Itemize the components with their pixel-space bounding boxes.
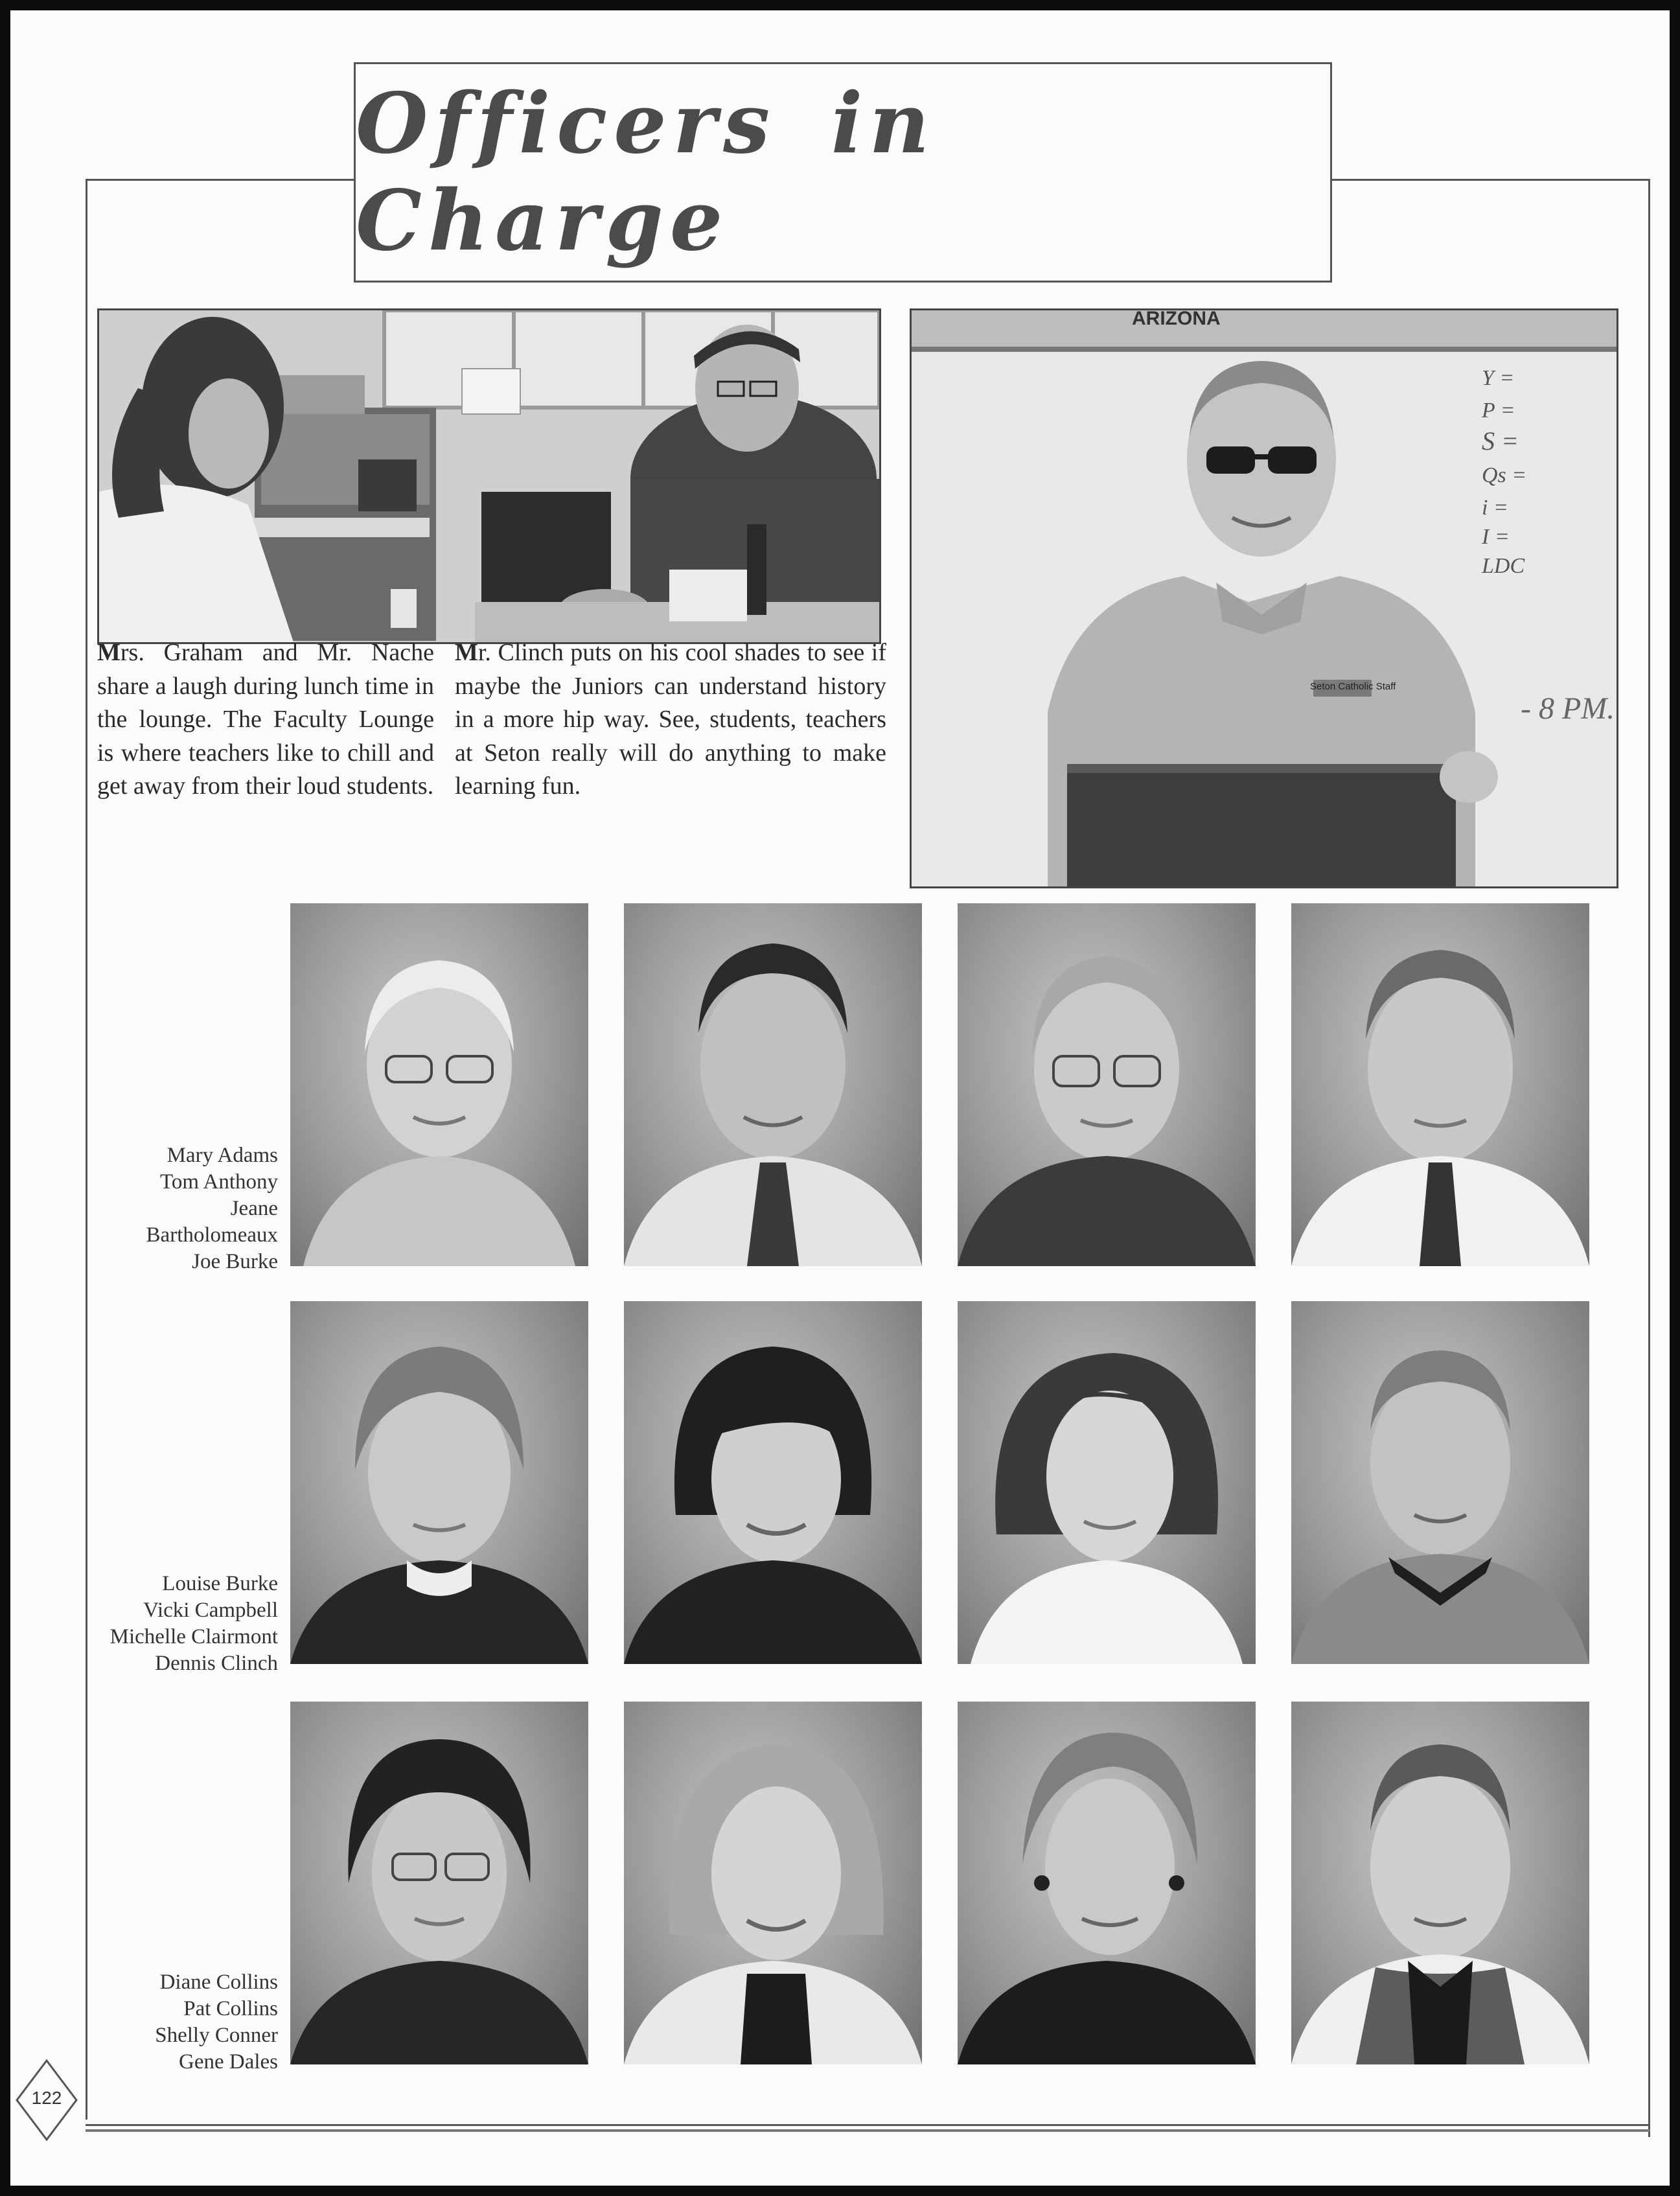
portrait-shelly-conner <box>958 1702 1256 2064</box>
name-label: Diane Collins <box>159 1971 278 1994</box>
svg-text:Qs =: Qs = <box>1482 463 1527 487</box>
name-label: Vicki Campbell <box>143 1599 278 1622</box>
portrait-michelle-clairmont <box>958 1301 1256 1664</box>
portrait-diane-collins <box>290 1702 588 2064</box>
clinch-scene <box>912 310 1617 886</box>
svg-text:P =: P = <box>1482 399 1515 422</box>
arizona-sign-text: ARIZONA <box>1132 310 1221 329</box>
caption-left-text: rs. Graham and Mr. Nache share a laugh during lunch time in the lounge. The Faculty Lounge is where teachers like to chill and get away from their loud students. <box>97 639 434 800</box>
portrait-tom-anthony <box>624 903 922 1266</box>
name-list-row-1 <box>146 1142 278 1275</box>
portrait-joe-burke <box>1291 903 1589 1266</box>
name-label: Pat Collins <box>183 1997 278 2020</box>
name-label: Michelle Clairmont <box>109 1625 278 1648</box>
name-label: Bartholomeaux <box>146 1223 278 1247</box>
name-label: Dennis Clinch <box>155 1652 278 1675</box>
name-list-row-3 <box>155 1969 278 2075</box>
svg-text:- 8 PM.: - 8 PM. <box>1521 691 1615 726</box>
name-label: Mary Adams <box>167 1144 278 1167</box>
caption-right-text: r. Clinch puts on his cool shades to see if maybe the Juniors can understand history in a more hip way. See, students, teachers at Seton really will do anything to make learning fun. <box>455 639 886 800</box>
name-label: Tom Anthony <box>160 1170 278 1194</box>
portrait-pat-collins <box>624 1702 922 2064</box>
name-list-row-2 <box>110 1571 278 1677</box>
lounge-scene <box>99 310 879 642</box>
caption-left-dropcap: M <box>97 639 121 666</box>
caption-mr-clinch <box>455 636 886 803</box>
name-label: Gene Dales <box>178 2050 278 2074</box>
name-label: Jeane <box>230 1197 278 1220</box>
page-frame-bottom <box>86 2124 1650 2126</box>
svg-text:I =: I = <box>1482 525 1510 549</box>
yearbook-page <box>10 10 1670 2186</box>
page-frame-top-right <box>1332 179 1650 181</box>
svg-text:LDC: LDC <box>1482 554 1525 578</box>
page-frame-top-left <box>87 179 365 181</box>
portrait-mary-adams <box>290 903 588 1266</box>
caption-right-dropcap: M <box>455 639 478 666</box>
portrait-dennis-clinch <box>1291 1301 1589 1664</box>
page-number: 122 <box>31 2088 62 2108</box>
svg-text:i =: i = <box>1482 496 1508 520</box>
photo-mr-clinch <box>910 308 1618 888</box>
photo-faculty-lounge <box>97 308 881 644</box>
name-label: Louise Burke <box>162 1572 278 1595</box>
caption-faculty-lounge <box>97 636 434 803</box>
portrait-louise-burke <box>290 1301 588 1664</box>
portrait-jeane-bartholomeaux <box>958 903 1256 1266</box>
portrait-gene-dales <box>1291 1702 1589 2064</box>
page-frame-left <box>86 179 87 2120</box>
shirt-logo-text: Seton Catholic Staff <box>1310 681 1396 692</box>
page-title: Officers in Charge <box>356 75 936 270</box>
name-label: Shelly Conner <box>155 2024 278 2047</box>
portrait-vicki-campbell <box>624 1301 922 1664</box>
page-frame-bottom-shadow <box>86 2129 1650 2132</box>
name-label: Joe Burke <box>192 1250 278 1273</box>
title-box <box>354 62 1332 283</box>
svg-text:S =: S = <box>1482 426 1519 456</box>
svg-text:Y =: Y = <box>1482 366 1515 390</box>
page-frame-right <box>1648 179 1650 2137</box>
